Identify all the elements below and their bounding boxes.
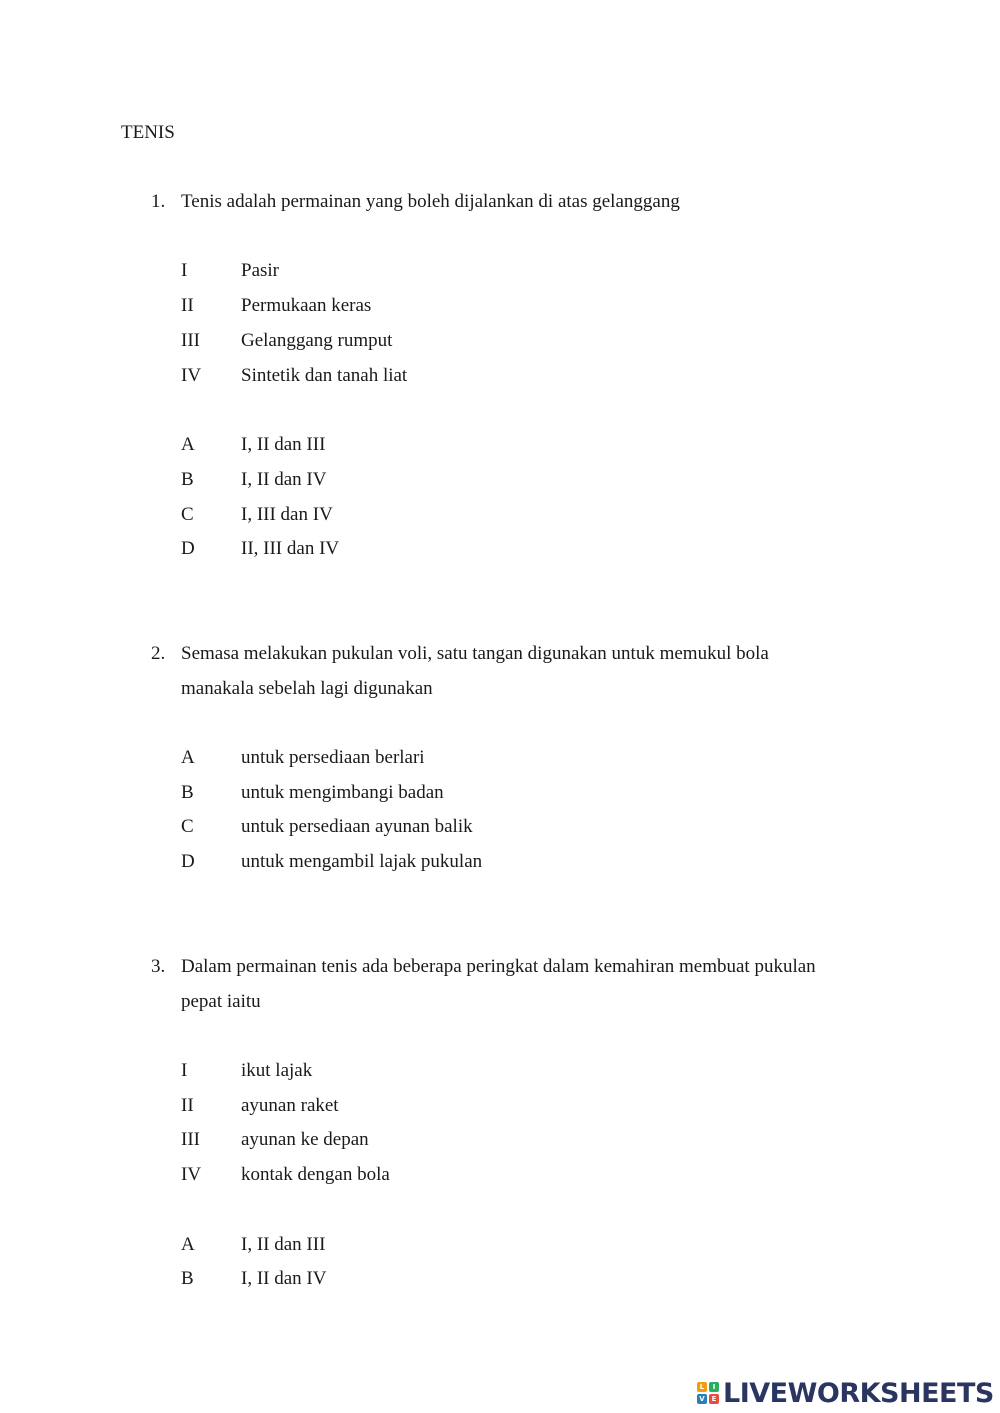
option-mark: A bbox=[181, 1234, 195, 1255]
logo-tile-l: L bbox=[697, 1382, 707, 1392]
question-number: 2. bbox=[151, 643, 166, 664]
option-mark: A bbox=[181, 434, 195, 455]
option-mark: B bbox=[181, 1268, 194, 1289]
question-text: Tenis adalah permainan yang boleh dijalankan di atas gelanggang bbox=[181, 191, 680, 212]
option-mark: C bbox=[181, 504, 194, 525]
option-mark: D bbox=[181, 851, 195, 872]
option-text: untuk persediaan ayunan balik bbox=[241, 816, 473, 837]
option-text: untuk mengimbangi badan bbox=[241, 782, 444, 803]
statement-mark: III bbox=[181, 1129, 200, 1150]
statement-text: ikut lajak bbox=[241, 1060, 313, 1081]
question-text: pepat iaitu bbox=[181, 991, 261, 1012]
statement-text: Gelanggang rumput bbox=[241, 330, 393, 351]
option-mark: D bbox=[181, 538, 195, 559]
statement-mark: I bbox=[181, 1060, 188, 1081]
option-mark: A bbox=[181, 747, 195, 768]
question-text: Semasa melakukan pukulan voli, satu tangan digunakan untuk memukul bola bbox=[181, 643, 769, 664]
question-number: 3. bbox=[151, 956, 166, 977]
option-text: II, III dan IV bbox=[241, 538, 340, 559]
statement-mark: IV bbox=[181, 365, 202, 386]
question-number: 1. bbox=[151, 191, 166, 212]
option-text: I, II dan IV bbox=[241, 1268, 327, 1289]
option-text: untuk mengambil lajak pukulan bbox=[241, 851, 483, 872]
statement-text: ayunan raket bbox=[241, 1095, 339, 1116]
statement-text: Sintetik dan tanah liat bbox=[241, 365, 408, 386]
option-text: I, II dan III bbox=[241, 434, 326, 455]
option-mark: B bbox=[181, 782, 194, 803]
option-text: I, II dan IV bbox=[241, 469, 327, 490]
statement-mark: IV bbox=[181, 1164, 202, 1185]
option-text: I, III dan IV bbox=[241, 504, 333, 525]
logo-tile-i: I bbox=[709, 1382, 719, 1392]
option-text: I, II dan III bbox=[241, 1234, 326, 1255]
option-mark: B bbox=[181, 469, 194, 490]
question-text: manakala sebelah lagi digunakan bbox=[181, 678, 433, 699]
option-mark: C bbox=[181, 816, 194, 837]
liveworksheets-watermark[interactable] bbox=[697, 1378, 994, 1408]
logo-tile-e: E bbox=[709, 1394, 719, 1404]
option-text: untuk persediaan berlari bbox=[241, 747, 425, 768]
statement-mark: II bbox=[181, 295, 194, 316]
statement-mark: III bbox=[181, 330, 200, 351]
question-text: Dalam permainan tenis ada beberapa peringkat dalam kemahiran membuat pukulan bbox=[181, 956, 816, 977]
logo-tile-v: V bbox=[697, 1394, 707, 1404]
page-title: TENIS bbox=[121, 122, 175, 143]
statement-text: kontak dengan bola bbox=[241, 1164, 390, 1185]
statement-mark: II bbox=[181, 1095, 194, 1116]
liveworksheets-logo-icon bbox=[697, 1382, 719, 1404]
watermark-text: LIVEWORKSHEETS bbox=[723, 1377, 994, 1409]
statement-mark: I bbox=[181, 260, 188, 281]
statement-text: ayunan ke depan bbox=[241, 1129, 369, 1150]
statement-text: Permukaan keras bbox=[241, 295, 372, 316]
statement-text: Pasir bbox=[241, 260, 279, 281]
